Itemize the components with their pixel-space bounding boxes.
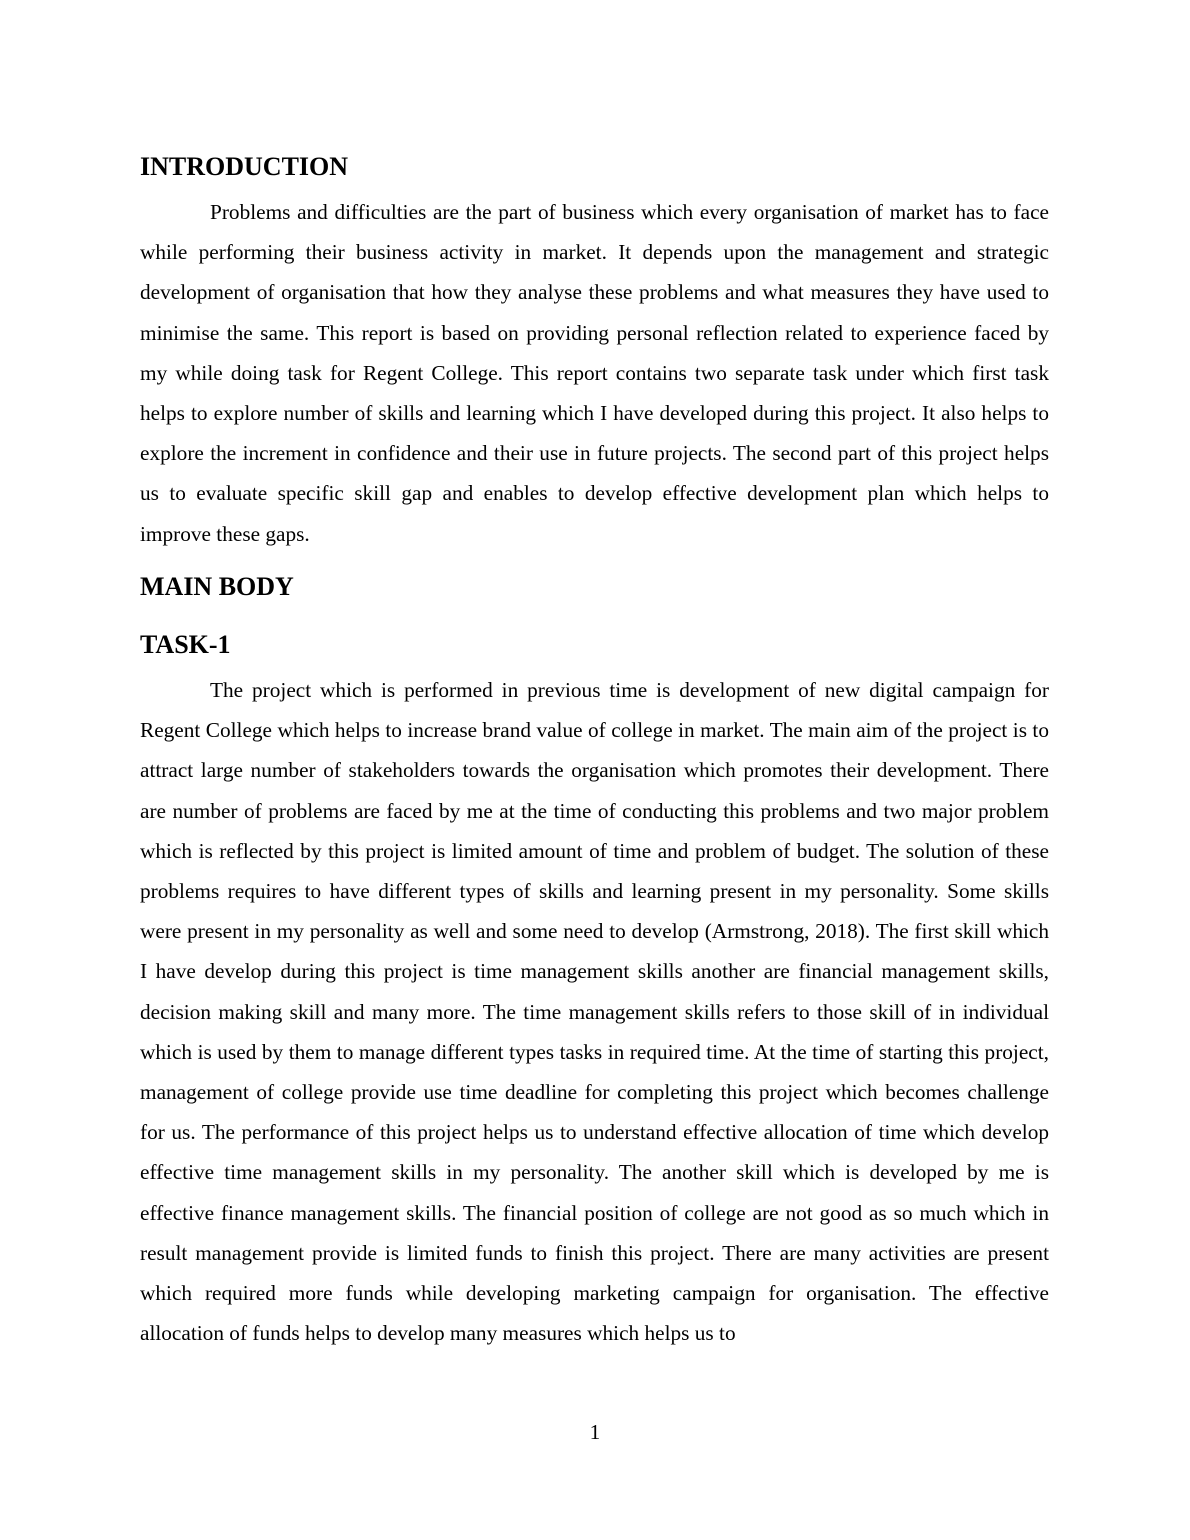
task-1-heading: TASK-1 <box>140 630 231 659</box>
introduction-paragraph: Problems and difficulties are the part of business which every organisation of market has to face while performing their business activity in market. It depends upon the management and strategic development of organisation that how they analyse these problems and what measures they have used to minimise the same. This report is based on providing personal reflection related to experience faced by my while doing task for Regent College. This report contains two separate task under which first task helps to explore number of skills and learning which I have developed during this project. It also helps to explore the increment in confidence and their use in future projects. The second part of this project helps us to evaluate specific skill gap and enables to develop effective development plan which helps to improve these gaps. <box>140 200 1049 546</box>
page-number: 1 <box>589 1420 601 1444</box>
task-1-paragraph: The project which is performed in previous time is development of new digital campaign for Regent College which helps to increase brand value of college in market. The main aim of the project is to attract large number of stakeholders towards the organisation which promotes their development. There are number of problems are faced by me at the time of conducting this problems and two major problem which is reflected by this project is limited amount of time and problem of budget. The solution of these problems requires to have different types of skills and learning present in my personality. Some skills were present in my personality as well and some need to develop (Armstrong, 2018). The first skill which I have develop during this project is time management skills another are financial management skills, decision making skill and many more. The time management skills refers to those skill of in individual which is used by them to manage different types tasks in required time. At the time of starting this project, management of college provide use time deadline for completing this project which becomes challenge for us. The performance of this project helps us to understand effective allocation of time which develop effective time management skills in my personality. The another skill which is developed by me is effective finance management skills. The financial position of college are not good as so much which in result management provide is limited funds to finish this project. There are many activities are present which required more funds while developing marketing campaign for organisation. The effective allocation of funds helps to develop many measures which helps us to <box>140 678 1049 1346</box>
introduction-heading: INTRODUCTION <box>140 152 349 181</box>
main-body-heading: MAIN BODY <box>140 572 294 601</box>
